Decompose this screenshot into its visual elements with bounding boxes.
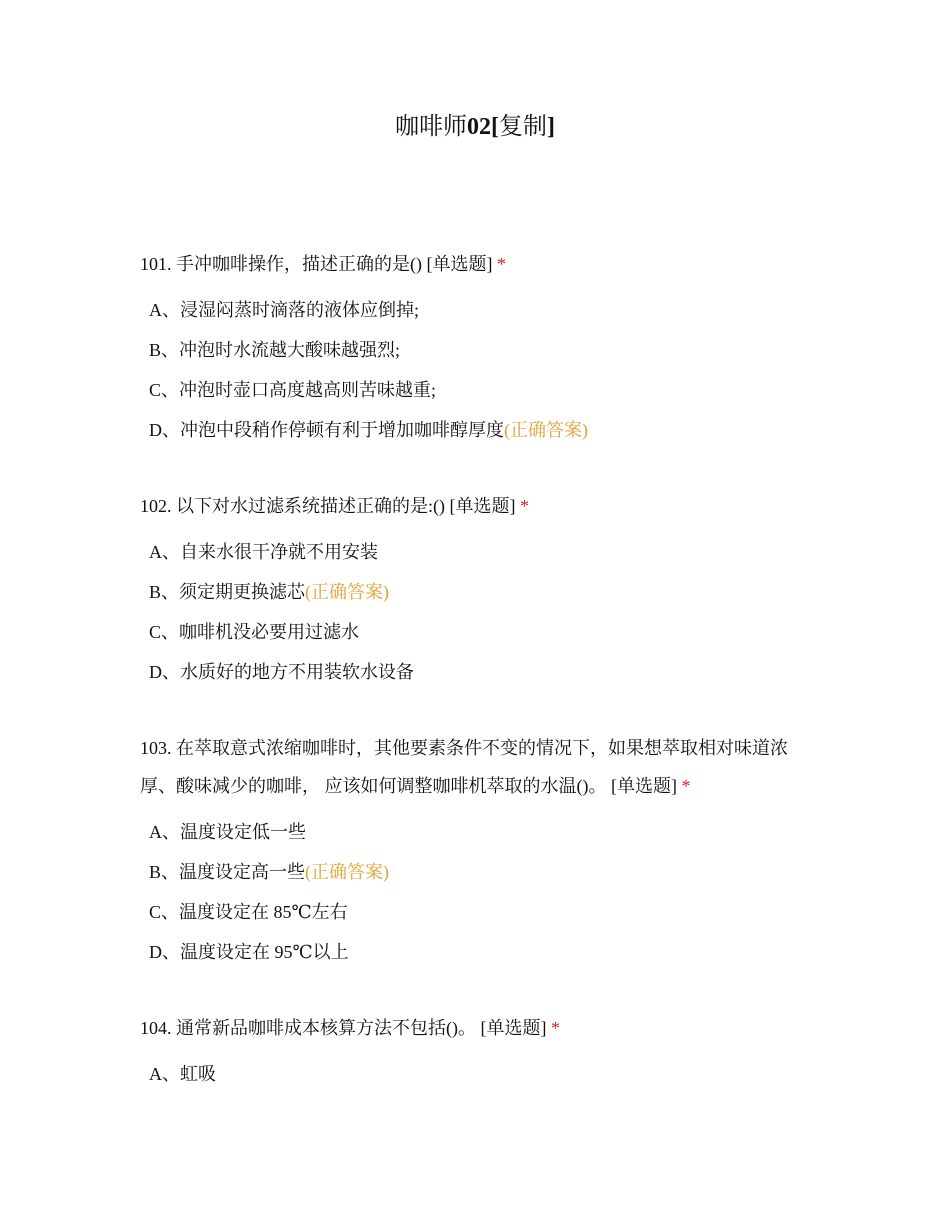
option-b[interactable] (149, 330, 820, 370)
correct-answer-tag: (正确答案) (504, 420, 588, 440)
required-marker: * (681, 776, 691, 796)
question-label: 103. 在萃取意式浓缩咖啡时，其他要素条件不变的情况下，如果想萃取相对味道浓厚、酸味减少的咖啡， 应该如何调整咖啡机萃取的水温()。 [单选题] (140, 738, 788, 796)
option-label: B、温度设定高一些 (149, 862, 306, 882)
option-a[interactable] (149, 290, 820, 330)
option-a[interactable] (149, 1054, 820, 1094)
option-label: C、咖啡机没必要用过滤水 (149, 622, 360, 642)
option-label: D、冲泡中段稍作停顿有利于增加咖啡醇厚度 (149, 420, 504, 440)
title-suffix: 复制 (499, 114, 547, 140)
question-103 (140, 729, 820, 972)
required-marker: * (496, 254, 506, 274)
correct-answer-tag: (正确答案) (305, 862, 390, 882)
option-label: D、温度设定在 95℃以上 (149, 942, 349, 962)
question-text (140, 487, 820, 525)
title-number: 02 (467, 114, 491, 140)
option-list (149, 1054, 820, 1094)
option-list (149, 532, 820, 692)
question-text (140, 1009, 820, 1047)
option-label: B、须定期更换滤芯 (149, 582, 306, 602)
correct-answer-tag: (正确答案) (305, 582, 390, 602)
required-marker: * (550, 1018, 560, 1038)
option-c[interactable] (149, 612, 820, 652)
option-c[interactable] (149, 892, 820, 932)
option-list (149, 290, 820, 450)
option-label: A、虹吸 (149, 1064, 216, 1084)
option-b[interactable] (149, 852, 820, 892)
option-label: B、冲泡时水流越大酸味越强烈; (149, 340, 401, 360)
title-prefix: 咖啡师 (395, 114, 467, 140)
page-title (0, 110, 950, 144)
option-label: C、温度设定在 85℃左右 (149, 902, 348, 922)
option-label: C、冲泡时壶口高度越高则苦味越重; (149, 380, 437, 400)
option-label: A、浸湿闷蒸时滴落的液体应倒掉; (149, 300, 419, 320)
option-d[interactable] (149, 652, 820, 692)
question-text (140, 245, 820, 283)
question-label: 101. 手冲咖啡操作，描述正确的是() [单选题] (140, 254, 493, 274)
option-a[interactable] (149, 812, 820, 852)
option-list (149, 812, 820, 972)
question-text (140, 729, 820, 805)
option-label: D、水质好的地方不用装软水设备 (149, 662, 414, 682)
question-102 (140, 487, 820, 692)
option-b[interactable] (149, 572, 820, 612)
required-marker: * (519, 496, 529, 516)
option-c[interactable] (149, 370, 820, 410)
option-d[interactable] (149, 410, 820, 450)
question-label: 104. 通常新品咖啡成本核算方法不包括()。 [单选题] (140, 1018, 547, 1038)
question-101 (140, 245, 820, 450)
option-d[interactable] (149, 932, 820, 972)
title-bracket-open: [ (491, 114, 499, 140)
question-label: 102. 以下对水过滤系统描述正确的是:() [单选题] (140, 496, 516, 516)
question-104 (140, 1009, 820, 1094)
option-a[interactable] (149, 532, 820, 572)
title-bracket-close: ] (547, 114, 555, 140)
option-label: A、自来水很干净就不用安装 (149, 542, 378, 562)
option-label: A、温度设定低一些 (149, 822, 306, 842)
